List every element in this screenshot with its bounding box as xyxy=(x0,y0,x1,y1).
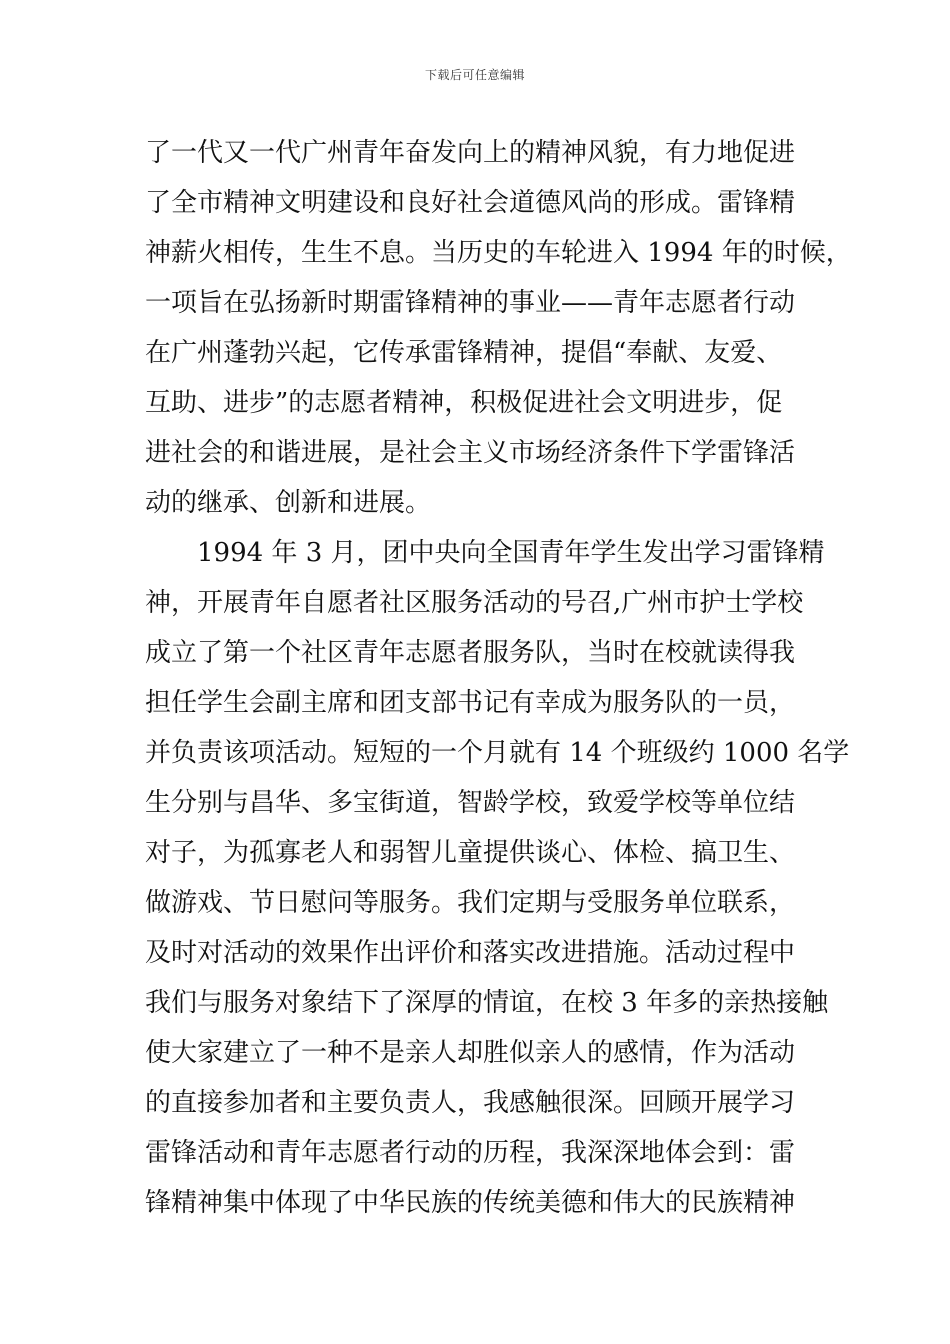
text-line: 一项旨在弘扬新时期雷锋精神的事业——青年志愿者行动 xyxy=(145,288,796,318)
body-text xyxy=(145,128,852,1228)
text-line: 及时对活动的效果作出评价和落实改进措施。活动过程中 xyxy=(145,938,796,968)
text-line: 在广州蓬勃兴起，它传承雷锋精神，提倡“奉献、友爱、 xyxy=(145,338,783,368)
text-line: 并负责该项活动。短短的一个月就有 14 个班级约 1000 名学 xyxy=(145,738,850,768)
text-line: 1994 年 3 月，团中央向全国青年学生发出学习雷锋精 xyxy=(145,538,825,568)
text-line: 担任学生会副主席和团支部书记有幸成为服务队的一员， xyxy=(145,688,796,718)
text-line: 的直接参加者和主要负责人，我感触很深。回顾开展学习 xyxy=(145,1088,796,1118)
text-line: 锋精神集中体现了中华民族的传统美德和伟大的民族精神 xyxy=(145,1188,796,1218)
text-line: 雷锋活动和青年志愿者行动的历程，我深深地体会到：雷 xyxy=(145,1138,796,1168)
text-line: 进社会的和谐进展，是社会主义市场经济条件下学雷锋活 xyxy=(145,438,796,468)
page-header: 下载后可任意编辑 xyxy=(424,68,525,82)
text-line: 做游戏、节日慰问等服务。我们定期与受服务单位联系， xyxy=(145,888,796,918)
text-line: 生分别与昌华、多宝街道，智龄学校，致爱学校等单位结 xyxy=(145,788,796,818)
text-line: 使大家建立了一种不是亲人却胜似亲人的感情，作为活动 xyxy=(145,1038,796,1068)
text-line: 了一代又一代广州青年奋发向上的精神风貌，有力地促进 xyxy=(145,138,796,168)
text-line: 了全市精神文明建设和良好社会道德风尚的形成。雷锋精 xyxy=(145,188,796,218)
text-line: 动的继承、创新和进展。 xyxy=(145,488,432,518)
text-line: 成立了第一个社区青年志愿者服务队，当时在校就读得我 xyxy=(145,638,796,668)
text-line: 互助、进步”的志愿者精神，积极促进社会文明进步，促 xyxy=(145,388,783,418)
text-line: 神薪火相传，生生不息。当历史的车轮进入 1994 年的时候， xyxy=(145,238,852,268)
text-line: 我们与服务对象结下了深厚的情谊，在校 3 年多的亲热接触 xyxy=(145,988,829,1018)
text-line: 神，开展青年自愿者社区服务活动的号召,广州市护士学校 xyxy=(145,588,804,618)
text-line: 对子，为孤寡老人和弱智儿童提供谈心、体检、搞卫生、 xyxy=(145,838,796,868)
